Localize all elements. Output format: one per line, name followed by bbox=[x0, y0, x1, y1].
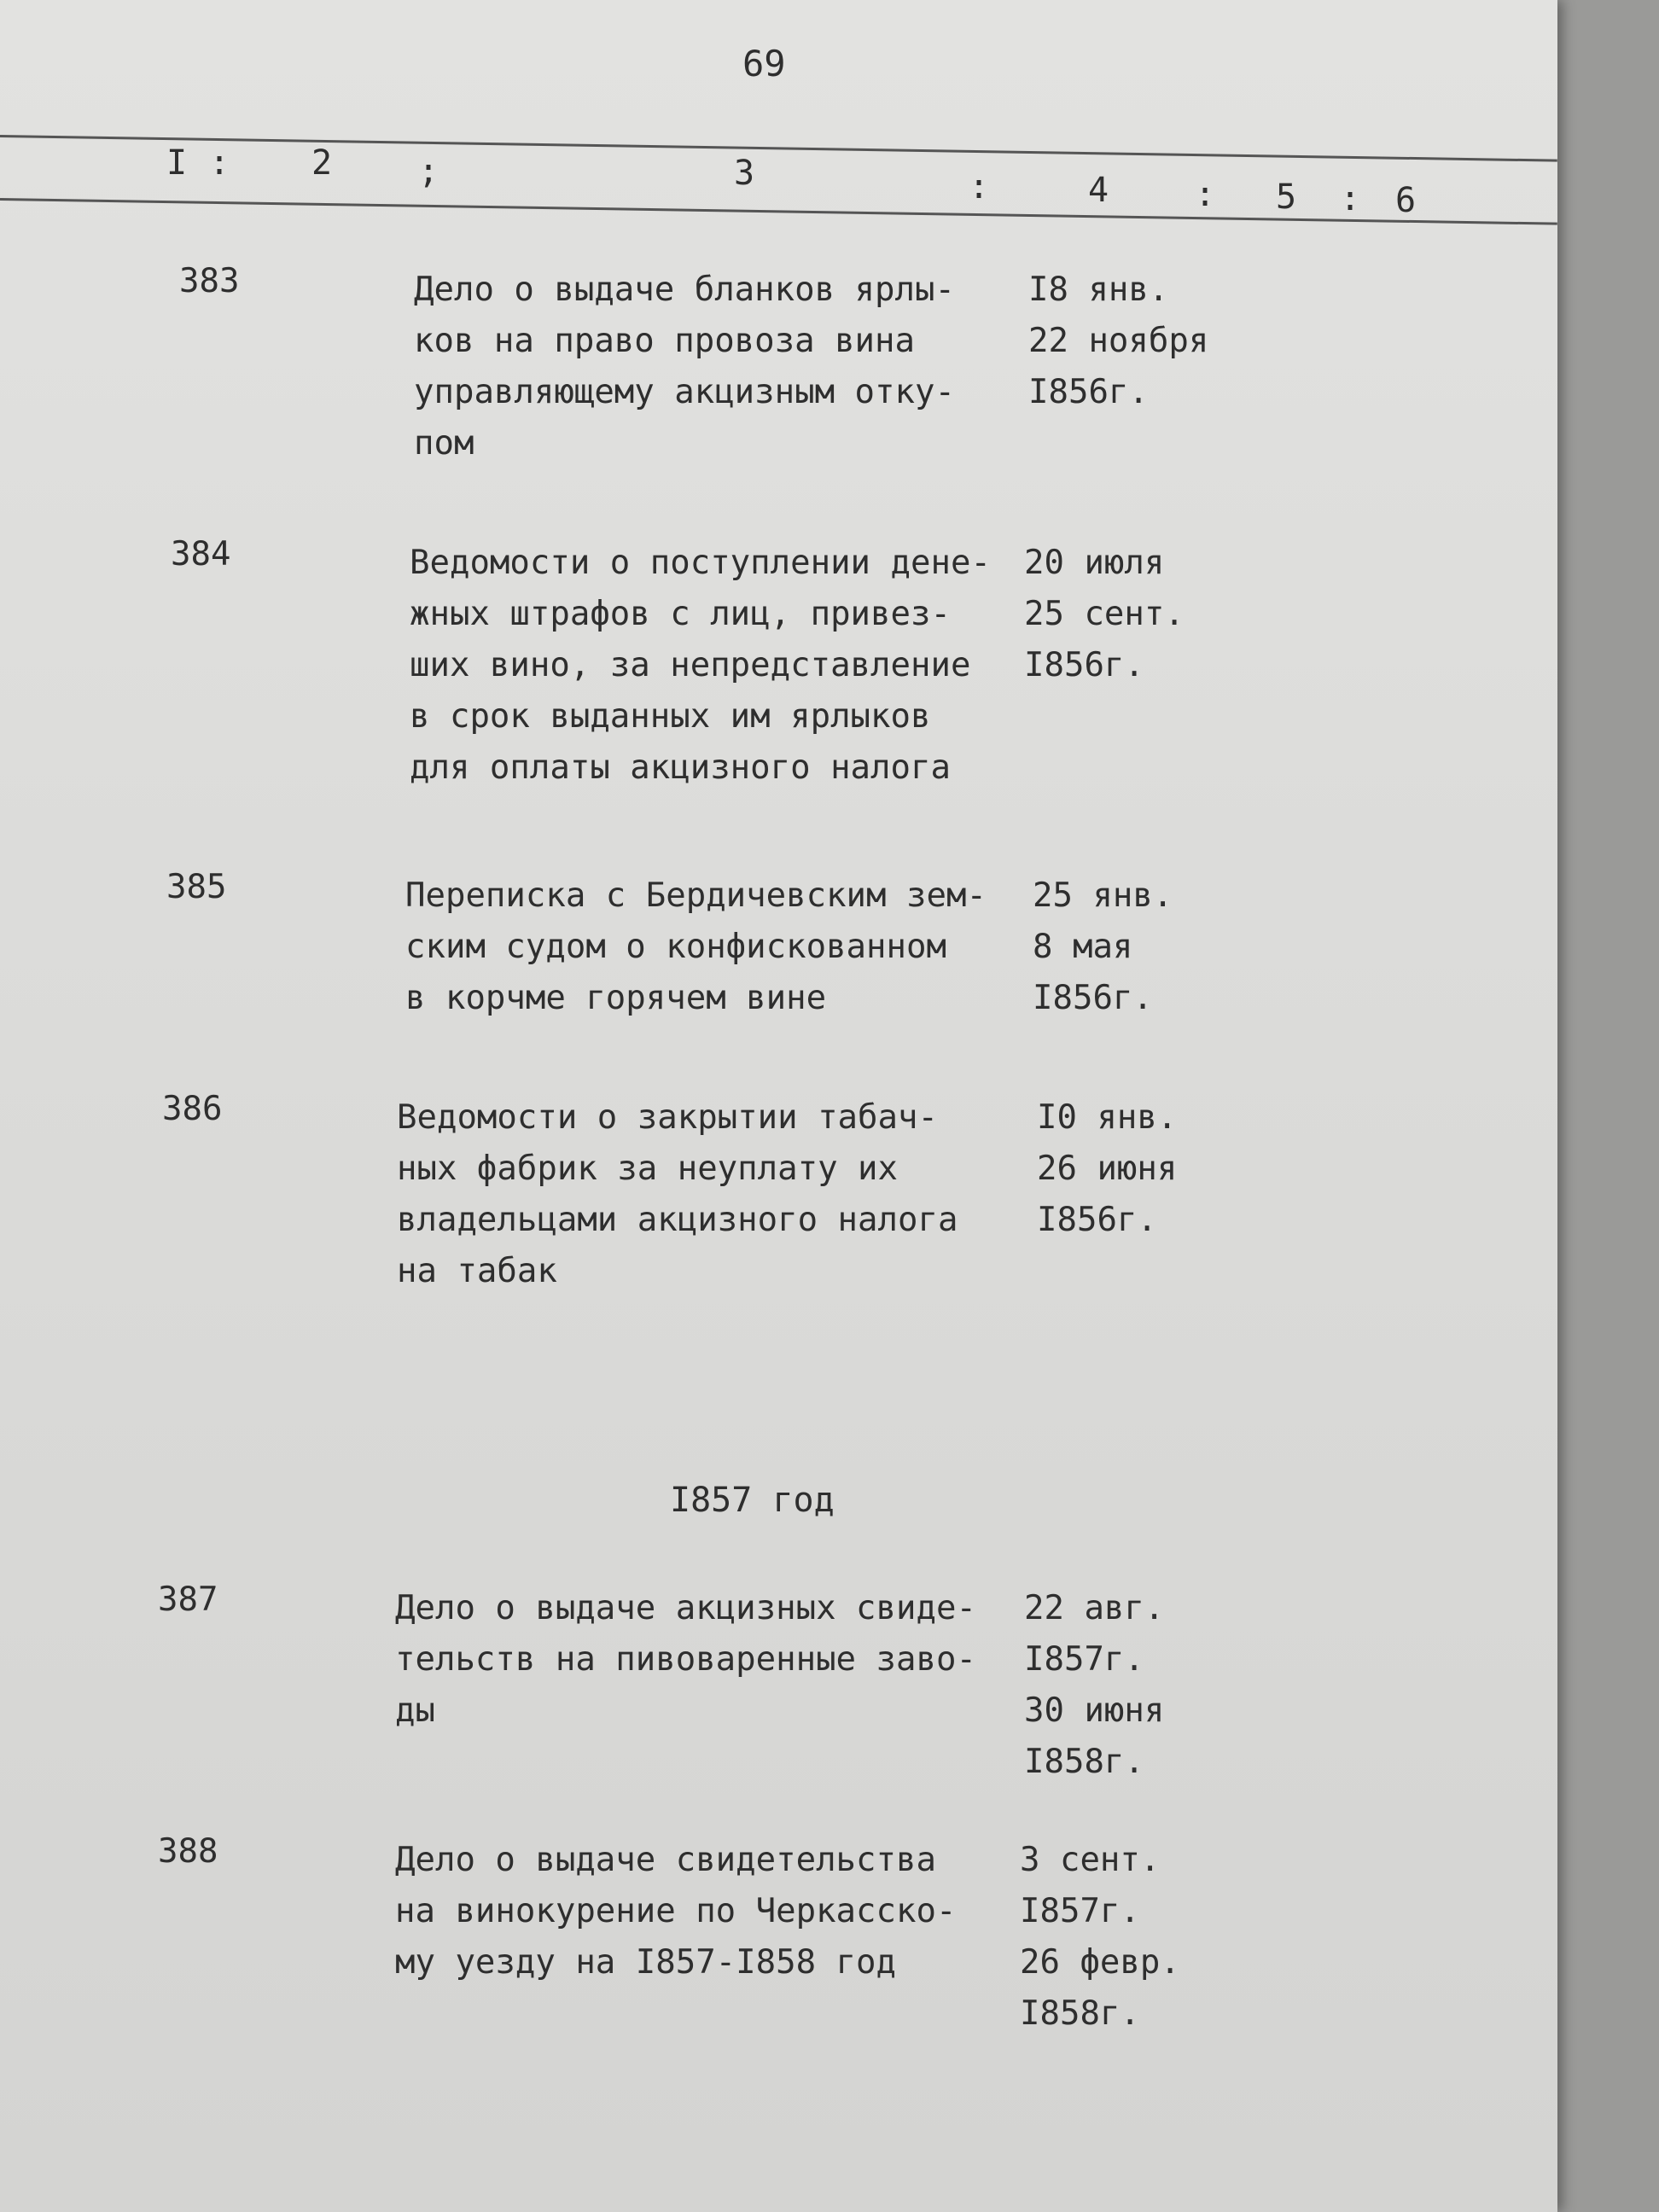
date-line: I856г. bbox=[1024, 646, 1144, 684]
column-separator: : bbox=[969, 167, 990, 207]
column-header-2: 2 bbox=[311, 143, 333, 183]
entry-number: 388 bbox=[158, 1832, 218, 1871]
title-line: ных фабрик за неуплату их bbox=[397, 1150, 898, 1188]
title-line: му уезду на I857-I858 год bbox=[395, 1943, 896, 1982]
title-line: владельцами акцизного налога bbox=[397, 1201, 958, 1239]
title-line: Дело о выдаче свидетельства bbox=[395, 1841, 936, 1879]
title-line: ших вино, за непредставление bbox=[410, 646, 971, 684]
header-rule-bottom bbox=[0, 198, 1557, 225]
entry-title bbox=[410, 538, 991, 794]
column-separator: : bbox=[1195, 175, 1216, 214]
year-heading: I857 год bbox=[670, 1481, 835, 1520]
date-line: I8 янв. bbox=[1028, 271, 1169, 309]
title-line: жных штрафов с лиц, привез- bbox=[410, 595, 951, 633]
date-line: I856г. bbox=[1033, 979, 1153, 1017]
entry-title bbox=[395, 1835, 956, 1988]
entry-number: 387 bbox=[158, 1580, 218, 1619]
entry-title bbox=[414, 265, 955, 469]
column-header-3: 3 bbox=[734, 154, 755, 193]
entry-number: 384 bbox=[171, 535, 231, 573]
title-line: тельств на пивоваренные заво- bbox=[395, 1640, 976, 1679]
title-line: Ведомости о поступлении дене- bbox=[410, 544, 991, 582]
title-line: ды bbox=[395, 1691, 435, 1730]
entry-title bbox=[397, 1092, 958, 1297]
date-line: 25 янв. bbox=[1033, 876, 1173, 915]
date-line: I856г. bbox=[1028, 373, 1149, 411]
date-line: 30 июня bbox=[1024, 1691, 1165, 1730]
date-line: 22 ноября bbox=[1028, 322, 1209, 360]
entry-dates bbox=[1033, 870, 1173, 1024]
title-line: на винокурение по Черкасско- bbox=[395, 1892, 957, 1930]
entry-dates bbox=[1037, 1092, 1177, 1246]
column-header-4: 4 bbox=[1088, 171, 1109, 210]
title-line: ков на право провоза вина bbox=[414, 322, 915, 360]
title-line: ским судом о конфискованном bbox=[405, 928, 946, 966]
date-line: I858г. bbox=[1020, 1994, 1140, 2033]
column-header-1: I bbox=[166, 143, 188, 183]
title-line: на табак bbox=[397, 1252, 557, 1290]
column-separator: : bbox=[1340, 179, 1361, 218]
date-line: 26 июня bbox=[1037, 1150, 1178, 1188]
date-line: I0 янв. bbox=[1037, 1098, 1178, 1137]
title-line: в срок выданных им ярлыков bbox=[410, 697, 931, 736]
date-line: I857г. bbox=[1024, 1640, 1144, 1679]
column-separator: ; bbox=[418, 152, 439, 191]
entry-number: 385 bbox=[166, 868, 227, 906]
title-line: Ведомости о закрытии табач- bbox=[397, 1098, 938, 1137]
entry-dates bbox=[1020, 1835, 1180, 2040]
entry-dates bbox=[1024, 1583, 1164, 1788]
entry-title bbox=[395, 1583, 976, 1737]
title-line: управляющему акцизным отку- bbox=[414, 373, 955, 411]
title-line: Переписка с Бердичевским зем- bbox=[405, 876, 987, 915]
column-separator: : bbox=[209, 143, 230, 183]
entry-dates bbox=[1024, 538, 1185, 691]
date-line: 22 авг. bbox=[1024, 1589, 1165, 1627]
date-line: I856г. bbox=[1037, 1201, 1157, 1239]
date-line: 3 сент. bbox=[1020, 1841, 1161, 1879]
title-line: Дело о выдаче бланков ярлы- bbox=[414, 271, 955, 309]
column-header-5: 5 bbox=[1276, 178, 1297, 217]
date-line: I858г. bbox=[1024, 1743, 1144, 1781]
entry-number: 386 bbox=[162, 1090, 223, 1128]
title-line: пом bbox=[414, 424, 474, 463]
date-line: 20 июля bbox=[1024, 544, 1165, 582]
date-line: 8 мая bbox=[1033, 928, 1133, 966]
title-line: Дело о выдаче акцизных свиде- bbox=[395, 1589, 976, 1627]
date-line: I857г. bbox=[1020, 1892, 1140, 1930]
header-rule-top bbox=[0, 135, 1557, 162]
entry-dates bbox=[1028, 265, 1208, 418]
column-header-6: 6 bbox=[1395, 181, 1417, 220]
entry-title bbox=[405, 870, 987, 1024]
title-line: для оплаты акцизного налога bbox=[410, 748, 951, 787]
date-line: 26 февр. bbox=[1020, 1943, 1180, 1982]
page-number: 69 bbox=[742, 43, 786, 84]
entry-number: 383 bbox=[179, 262, 240, 300]
title-line: в корчме горячем вине bbox=[405, 979, 827, 1017]
date-line: 25 сент. bbox=[1024, 595, 1185, 633]
